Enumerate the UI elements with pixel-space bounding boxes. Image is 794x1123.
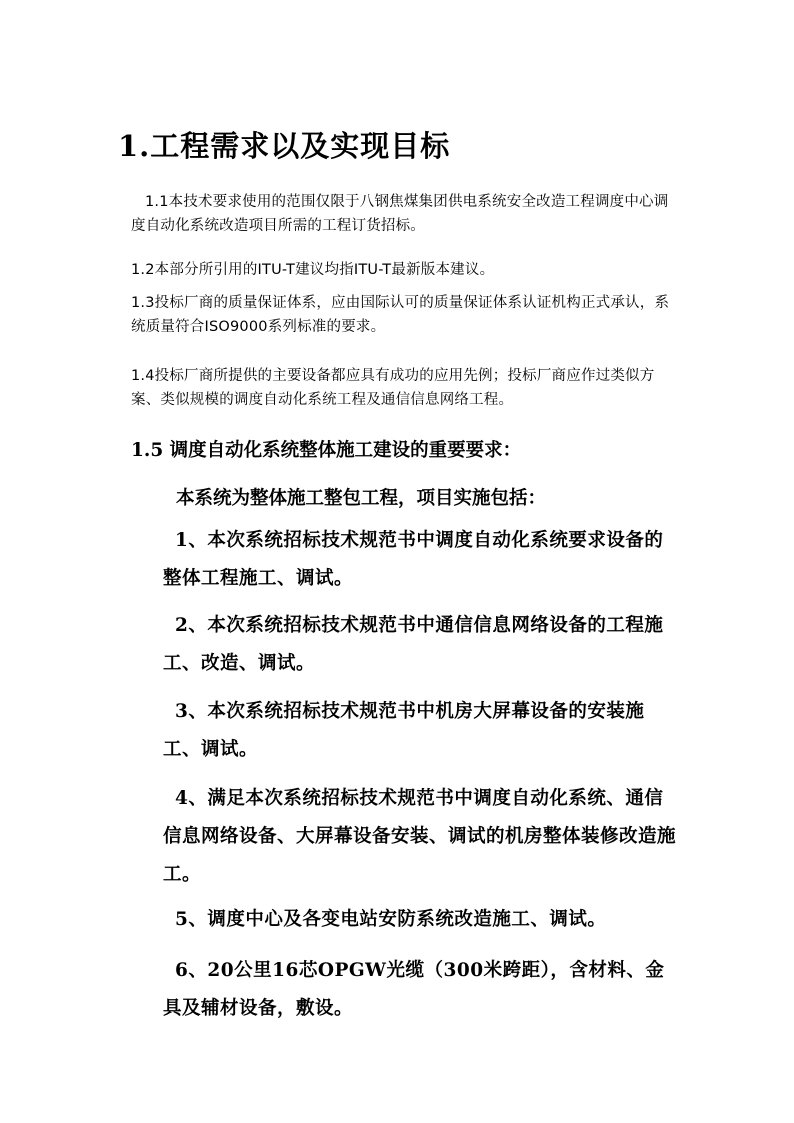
paragraph-1-3: 1.3投标厂商的质量保证体系，应由国际认可的质量保证体系认证机构正式承认，系统质量符合ISO9000系列标准的要求。 [131,295,670,335]
paragraph-1-1: 1.1本技术要求使用的范围仅限于八钢焦煤集团供电系统安全改造工程调度中心调度自动化系统改造项目所需的工程订货招标。 [131,194,669,234]
section-heading: 1.工程需求以及实现目标 [118,129,451,163]
paragraph-1-2: 1.2本部分所引用的ITU-T建议均指ITU-T最新版本建议。 [131,262,495,278]
list-item: 6、20公里16芯OPGW光缆（300米跨距），含材料、金具及辅材设备，敷设。 [163,960,665,1019]
list-item: 4、满足本次系统招标技术规范书中调度自动化系统、通信信息网络设备、大屏幕设备安装、调试的机房整体装修改造施工。 [163,788,677,885]
subsection-1-5-title: 1.5 调度自动化系统整体施工建设的重要要求： [131,440,522,461]
intro-text: 本系统为整体施工整包工程，项目实施包括： [176,488,547,509]
list-item: 1、本次系统招标技术规范书中调度自动化系统要求设备的整体工程施工、调试。 [163,530,664,589]
paragraph-1-4: 1.4投标厂商所提供的主要设备都应具有成功的应用先例；投标厂商应作过类似方案、类似规模的调度自动化系统工程及通信信息网络工程。 [131,368,655,408]
list-item: 3、本次系统招标技术规范书中机房大屏幕设备的安装施工、调试。 [163,701,645,760]
list-item: 2、本次系统招标技术规范书中通信信息网络设备的工程施工、改造、调试。 [163,615,664,674]
list-item: 5、调度中心及各变电站安防系统改造施工、调试。 [175,909,607,930]
